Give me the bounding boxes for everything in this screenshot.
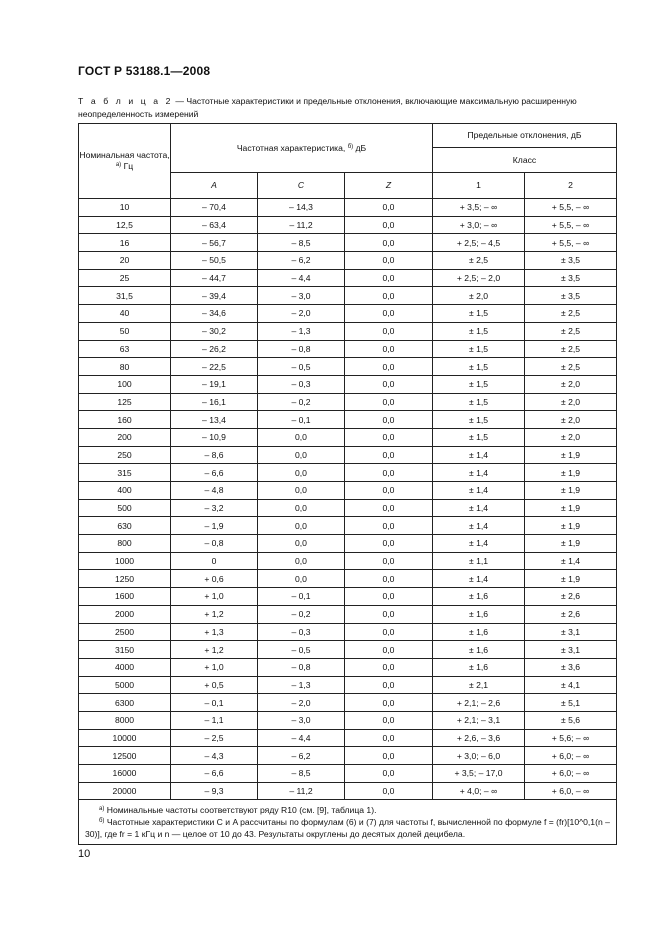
cell-response-z: 0,0 bbox=[345, 393, 433, 411]
table-row bbox=[79, 782, 617, 800]
cell-response-z: 0,0 bbox=[345, 216, 433, 234]
table-row bbox=[79, 499, 617, 517]
table-row bbox=[79, 464, 617, 482]
cell-response-z: 0,0 bbox=[345, 623, 433, 641]
cell-class-1: ± 1,4 bbox=[433, 482, 525, 500]
table-row bbox=[79, 322, 617, 340]
cell-response-c: – 3,0 bbox=[258, 711, 345, 729]
cell-nominal-frequency: 400 bbox=[79, 482, 171, 500]
cell-response-c: 0,0 bbox=[258, 464, 345, 482]
table-row bbox=[79, 252, 617, 270]
table-row bbox=[79, 623, 617, 641]
cell-class-1: ± 1,5 bbox=[433, 340, 525, 358]
cell-response-c: – 0,2 bbox=[258, 393, 345, 411]
cell-nominal-frequency: 16 bbox=[79, 234, 171, 252]
cell-class-1: + 2,5; – 2,0 bbox=[433, 269, 525, 287]
cell-class-1: + 3,0; – ∞ bbox=[433, 216, 525, 234]
cell-response-a: – 6,6 bbox=[171, 464, 258, 482]
cell-response-c: 0,0 bbox=[258, 517, 345, 535]
cell-class-1: ± 1,6 bbox=[433, 658, 525, 676]
cell-class-2: + 5,6; – ∞ bbox=[525, 729, 617, 747]
cell-class-2: + 6,0, – ∞ bbox=[525, 782, 617, 800]
cell-response-z: 0,0 bbox=[345, 411, 433, 429]
cell-nominal-frequency: 500 bbox=[79, 499, 171, 517]
cell-nominal-frequency: 20 bbox=[79, 252, 171, 270]
header-col-class-1: 1 bbox=[433, 173, 525, 199]
cell-class-1: ± 1,4 bbox=[433, 499, 525, 517]
cell-response-z: 0,0 bbox=[345, 358, 433, 376]
cell-class-1: ± 1,5 bbox=[433, 428, 525, 446]
cell-class-1: ± 1,5 bbox=[433, 411, 525, 429]
cell-class-2: ± 1,4 bbox=[525, 552, 617, 570]
header-class: Класс bbox=[433, 148, 617, 173]
cell-nominal-frequency: 3150 bbox=[79, 641, 171, 659]
cell-response-z: 0,0 bbox=[345, 588, 433, 606]
table-row bbox=[79, 711, 617, 729]
cell-response-a: + 1,0 bbox=[171, 658, 258, 676]
cell-class-1: + 2,1; – 2,6 bbox=[433, 694, 525, 712]
cell-response-a: – 8,6 bbox=[171, 446, 258, 464]
cell-response-c: – 0,5 bbox=[258, 358, 345, 376]
cell-class-1: ± 1,6 bbox=[433, 588, 525, 606]
cell-nominal-frequency: 4000 bbox=[79, 658, 171, 676]
cell-response-c: – 6,2 bbox=[258, 747, 345, 765]
cell-class-2: ± 1,9 bbox=[525, 464, 617, 482]
cell-response-c: 0,0 bbox=[258, 499, 345, 517]
cell-nominal-frequency: 100 bbox=[79, 375, 171, 393]
table-row bbox=[79, 729, 617, 747]
frequency-table bbox=[78, 123, 617, 845]
cell-response-a: – 3,2 bbox=[171, 499, 258, 517]
cell-response-z: 0,0 bbox=[345, 269, 433, 287]
cell-response-c: – 1,3 bbox=[258, 676, 345, 694]
cell-nominal-frequency: 250 bbox=[79, 446, 171, 464]
table-row bbox=[79, 216, 617, 234]
cell-class-2: ± 1,9 bbox=[525, 535, 617, 553]
cell-nominal-frequency: 20000 bbox=[79, 782, 171, 800]
cell-class-2: ± 2,5 bbox=[525, 358, 617, 376]
cell-response-z: 0,0 bbox=[345, 446, 433, 464]
cell-class-1: ± 1,5 bbox=[433, 305, 525, 323]
table-row bbox=[79, 570, 617, 588]
cell-response-c: – 0,3 bbox=[258, 623, 345, 641]
cell-nominal-frequency: 10 bbox=[79, 199, 171, 217]
caption-text: — Частотные характеристики и предельные отклонения, включающие максимальную расширенную неопределенность измерений bbox=[78, 96, 577, 119]
cell-nominal-frequency: 1250 bbox=[79, 570, 171, 588]
cell-response-z: 0,0 bbox=[345, 765, 433, 783]
cell-response-a: – 6,6 bbox=[171, 765, 258, 783]
cell-response-c: – 3,0 bbox=[258, 287, 345, 305]
cell-class-2: ± 3,5 bbox=[525, 252, 617, 270]
cell-response-c: 0,0 bbox=[258, 446, 345, 464]
cell-class-1: ± 2,1 bbox=[433, 676, 525, 694]
cell-response-z: 0,0 bbox=[345, 641, 433, 659]
cell-response-c: – 4,4 bbox=[258, 269, 345, 287]
cell-response-a: – 4,3 bbox=[171, 747, 258, 765]
cell-class-2: ± 3,5 bbox=[525, 287, 617, 305]
cell-response-a: – 1,9 bbox=[171, 517, 258, 535]
cell-class-2: ± 2,5 bbox=[525, 322, 617, 340]
cell-class-2: ± 3,1 bbox=[525, 641, 617, 659]
cell-nominal-frequency: 12,5 bbox=[79, 216, 171, 234]
cell-class-1: ± 1,4 bbox=[433, 446, 525, 464]
cell-response-a: – 22,5 bbox=[171, 358, 258, 376]
cell-nominal-frequency: 8000 bbox=[79, 711, 171, 729]
table-row bbox=[79, 765, 617, 783]
cell-response-c: – 14,3 bbox=[258, 199, 345, 217]
cell-nominal-frequency: 80 bbox=[79, 358, 171, 376]
cell-response-a: + 0,6 bbox=[171, 570, 258, 588]
cell-nominal-frequency: 1000 bbox=[79, 552, 171, 570]
cell-response-z: 0,0 bbox=[345, 605, 433, 623]
table-row bbox=[79, 358, 617, 376]
cell-nominal-frequency: 2500 bbox=[79, 623, 171, 641]
cell-nominal-frequency: 63 bbox=[79, 340, 171, 358]
cell-class-2: ± 1,9 bbox=[525, 482, 617, 500]
header-frequency-response: Частотная характеристика, $^{б)}$ дБ bbox=[171, 124, 433, 173]
cell-nominal-frequency: 1600 bbox=[79, 588, 171, 606]
page-number: 10 bbox=[78, 848, 91, 860]
cell-nominal-frequency: 2000 bbox=[79, 605, 171, 623]
cell-class-2: ± 2,0 bbox=[525, 375, 617, 393]
cell-nominal-frequency: 5000 bbox=[79, 676, 171, 694]
table-row bbox=[79, 411, 617, 429]
cell-class-1: ± 1,1 bbox=[433, 552, 525, 570]
cell-class-1: + 2,1; – 3,1 bbox=[433, 711, 525, 729]
cell-response-c: – 4,4 bbox=[258, 729, 345, 747]
cell-response-c: – 11,2 bbox=[258, 782, 345, 800]
table-row bbox=[79, 269, 617, 287]
cell-class-1: ± 1,5 bbox=[433, 393, 525, 411]
cell-nominal-frequency: 800 bbox=[79, 535, 171, 553]
cell-response-a: – 39,4 bbox=[171, 287, 258, 305]
table-row bbox=[79, 305, 617, 323]
cell-response-z: 0,0 bbox=[345, 287, 433, 305]
cell-response-a: + 1,2 bbox=[171, 641, 258, 659]
cell-response-c: – 1,3 bbox=[258, 322, 345, 340]
header-col-z: Z bbox=[345, 173, 433, 199]
cell-class-2: ± 3,1 bbox=[525, 623, 617, 641]
header-col-a: A bbox=[171, 173, 258, 199]
table-row bbox=[79, 393, 617, 411]
cell-response-z: 0,0 bbox=[345, 517, 433, 535]
cell-response-c: – 0,1 bbox=[258, 411, 345, 429]
cell-nominal-frequency: 125 bbox=[79, 393, 171, 411]
cell-class-1: ± 1,5 bbox=[433, 358, 525, 376]
cell-response-a: + 1,3 bbox=[171, 623, 258, 641]
table-row bbox=[79, 234, 617, 252]
cell-response-a: – 44,7 bbox=[171, 269, 258, 287]
cell-class-2: ± 2,0 bbox=[525, 393, 617, 411]
cell-class-1: ± 1,6 bbox=[433, 605, 525, 623]
cell-response-z: 0,0 bbox=[345, 694, 433, 712]
table-row bbox=[79, 428, 617, 446]
cell-response-a: – 2,5 bbox=[171, 729, 258, 747]
cell-response-a: – 19,1 bbox=[171, 375, 258, 393]
table-row bbox=[79, 694, 617, 712]
cell-response-z: 0,0 bbox=[345, 305, 433, 323]
cell-response-c: 0,0 bbox=[258, 552, 345, 570]
cell-class-2: ± 2,0 bbox=[525, 411, 617, 429]
cell-response-c: – 0,8 bbox=[258, 340, 345, 358]
cell-class-1: ± 1,6 bbox=[433, 641, 525, 659]
cell-class-2: + 6,0; – ∞ bbox=[525, 747, 617, 765]
cell-response-z: 0,0 bbox=[345, 234, 433, 252]
cell-response-c: – 11,2 bbox=[258, 216, 345, 234]
cell-response-a: – 63,4 bbox=[171, 216, 258, 234]
cell-response-a: – 30,2 bbox=[171, 322, 258, 340]
cell-response-z: 0,0 bbox=[345, 482, 433, 500]
table-row bbox=[79, 535, 617, 553]
cell-response-c: – 2,0 bbox=[258, 694, 345, 712]
cell-response-z: 0,0 bbox=[345, 428, 433, 446]
cell-class-2: ± 3,6 bbox=[525, 658, 617, 676]
cell-class-2: ± 5,1 bbox=[525, 694, 617, 712]
cell-response-a: 0 bbox=[171, 552, 258, 570]
cell-response-z: 0,0 bbox=[345, 375, 433, 393]
cell-nominal-frequency: 630 bbox=[79, 517, 171, 535]
cell-class-1: ± 1,5 bbox=[433, 375, 525, 393]
cell-response-a: – 13,4 bbox=[171, 411, 258, 429]
cell-class-1: ± 1,4 bbox=[433, 464, 525, 482]
cell-response-c: – 0,1 bbox=[258, 588, 345, 606]
cell-response-c: – 0,2 bbox=[258, 605, 345, 623]
header-nominal-frequency: Номинальная частота, $^{а)}$ Гц bbox=[79, 124, 171, 199]
cell-class-2: ± 3,5 bbox=[525, 269, 617, 287]
cell-class-2: ± 1,9 bbox=[525, 517, 617, 535]
cell-class-2: ± 5,6 bbox=[525, 711, 617, 729]
footnotes bbox=[79, 800, 617, 845]
cell-class-2: ± 1,9 bbox=[525, 499, 617, 517]
cell-class-2: ± 2,6 bbox=[525, 605, 617, 623]
cell-class-2: + 6,0; – ∞ bbox=[525, 765, 617, 783]
cell-response-a: – 56,7 bbox=[171, 234, 258, 252]
header-col-c: C bbox=[258, 173, 345, 199]
cell-response-z: 0,0 bbox=[345, 322, 433, 340]
footnote-b: $^{б)}$ Частотные характеристики C и A рассчитаны по формулам (6) и (7) для частоты f, вычисленной по формуле f = (fr)[10^0,1(n – 30)], где fr = 1 кГц и n — целое от 10 до 43. Результаты округлены до десятых долей децибела. bbox=[85, 817, 610, 840]
cell-response-a: – 70,4 bbox=[171, 199, 258, 217]
cell-class-2: ± 2,5 bbox=[525, 340, 617, 358]
cell-class-2: ± 1,9 bbox=[525, 570, 617, 588]
table-row bbox=[79, 641, 617, 659]
table-row bbox=[79, 446, 617, 464]
cell-response-c: 0,0 bbox=[258, 482, 345, 500]
table-body bbox=[79, 199, 617, 800]
table-row bbox=[79, 676, 617, 694]
cell-class-1: ± 1,4 bbox=[433, 517, 525, 535]
cell-response-a: – 0,8 bbox=[171, 535, 258, 553]
cell-nominal-frequency: 25 bbox=[79, 269, 171, 287]
cell-class-2: + 5,5, – ∞ bbox=[525, 234, 617, 252]
cell-nominal-frequency: 16000 bbox=[79, 765, 171, 783]
table-row bbox=[79, 375, 617, 393]
table-row bbox=[79, 552, 617, 570]
table-row bbox=[79, 747, 617, 765]
table-row bbox=[79, 517, 617, 535]
header-limit-deviations: Предельные отклонения, дБ bbox=[433, 124, 617, 148]
cell-response-a: + 0,5 bbox=[171, 676, 258, 694]
cell-response-z: 0,0 bbox=[345, 782, 433, 800]
cell-response-z: 0,0 bbox=[345, 199, 433, 217]
cell-class-1: + 2,6, – 3,6 bbox=[433, 729, 525, 747]
cell-response-a: – 4,8 bbox=[171, 482, 258, 500]
cell-response-c: – 0,5 bbox=[258, 641, 345, 659]
cell-response-a: – 16,1 bbox=[171, 393, 258, 411]
cell-class-2: ± 4,1 bbox=[525, 676, 617, 694]
cell-class-1: ± 1,4 bbox=[433, 570, 525, 588]
cell-response-z: 0,0 bbox=[345, 658, 433, 676]
cell-response-a: – 10,9 bbox=[171, 428, 258, 446]
table-row bbox=[79, 340, 617, 358]
cell-response-c: – 8,5 bbox=[258, 234, 345, 252]
cell-response-z: 0,0 bbox=[345, 464, 433, 482]
cell-response-c: – 6,2 bbox=[258, 252, 345, 270]
cell-class-1: ± 1,5 bbox=[433, 322, 525, 340]
cell-class-2: ± 2,5 bbox=[525, 305, 617, 323]
caption-prefix: Т а б л и ц а 2 bbox=[78, 96, 173, 106]
cell-response-z: 0,0 bbox=[345, 340, 433, 358]
cell-class-2: + 5,5, – ∞ bbox=[525, 199, 617, 217]
cell-nominal-frequency: 315 bbox=[79, 464, 171, 482]
cell-response-c: 0,0 bbox=[258, 535, 345, 553]
cell-class-2: ± 1,9 bbox=[525, 446, 617, 464]
cell-response-z: 0,0 bbox=[345, 552, 433, 570]
cell-nominal-frequency: 40 bbox=[79, 305, 171, 323]
cell-nominal-frequency: 6300 bbox=[79, 694, 171, 712]
document-header: ГОСТ Р 53188.1—2008 bbox=[78, 64, 211, 78]
footnote-a: $^{а)}$ Номинальные частоты соответствуют ряду R10 (см. [9], таблица 1). bbox=[99, 805, 377, 816]
cell-response-a: – 9,3 bbox=[171, 782, 258, 800]
cell-response-a: + 1,0 bbox=[171, 588, 258, 606]
cell-response-z: 0,0 bbox=[345, 570, 433, 588]
cell-response-c: – 8,5 bbox=[258, 765, 345, 783]
cell-response-a: – 1,1 bbox=[171, 711, 258, 729]
cell-class-1: ± 2,0 bbox=[433, 287, 525, 305]
cell-class-1: + 3,5; – ∞ bbox=[433, 199, 525, 217]
cell-nominal-frequency: 10000 bbox=[79, 729, 171, 747]
cell-response-z: 0,0 bbox=[345, 729, 433, 747]
cell-class-1: + 3,5; – 17,0 bbox=[433, 765, 525, 783]
cell-response-c: 0,0 bbox=[258, 428, 345, 446]
cell-response-z: 0,0 bbox=[345, 252, 433, 270]
cell-class-1: + 3,0; – 6,0 bbox=[433, 747, 525, 765]
cell-nominal-frequency: 50 bbox=[79, 322, 171, 340]
table-row bbox=[79, 287, 617, 305]
cell-class-1: ± 1,4 bbox=[433, 535, 525, 553]
cell-class-1: ± 2,5 bbox=[433, 252, 525, 270]
cell-class-2: ± 2,0 bbox=[525, 428, 617, 446]
cell-response-a: – 50,5 bbox=[171, 252, 258, 270]
table-row bbox=[79, 199, 617, 217]
cell-response-z: 0,0 bbox=[345, 676, 433, 694]
table-row bbox=[79, 658, 617, 676]
cell-nominal-frequency: 160 bbox=[79, 411, 171, 429]
cell-nominal-frequency: 31,5 bbox=[79, 287, 171, 305]
cell-class-1: + 4,0; – ∞ bbox=[433, 782, 525, 800]
cell-response-c: – 0,3 bbox=[258, 375, 345, 393]
cell-response-z: 0,0 bbox=[345, 747, 433, 765]
cell-response-z: 0,0 bbox=[345, 711, 433, 729]
cell-response-z: 0,0 bbox=[345, 535, 433, 553]
cell-class-1: ± 1,6 bbox=[433, 623, 525, 641]
cell-response-a: + 1,2 bbox=[171, 605, 258, 623]
table-row bbox=[79, 588, 617, 606]
cell-response-a: – 26,2 bbox=[171, 340, 258, 358]
table-caption bbox=[78, 95, 618, 121]
table-row bbox=[79, 482, 617, 500]
cell-class-1: + 2,5; – 4,5 bbox=[433, 234, 525, 252]
cell-response-c: – 0,8 bbox=[258, 658, 345, 676]
cell-nominal-frequency: 200 bbox=[79, 428, 171, 446]
cell-nominal-frequency: 12500 bbox=[79, 747, 171, 765]
cell-class-2: + 5,5, – ∞ bbox=[525, 216, 617, 234]
header-col-class-2: 2 bbox=[525, 173, 617, 199]
cell-response-c: – 2,0 bbox=[258, 305, 345, 323]
cell-response-c: 0,0 bbox=[258, 570, 345, 588]
table-row bbox=[79, 605, 617, 623]
cell-response-a: – 0,1 bbox=[171, 694, 258, 712]
cell-response-a: – 34,6 bbox=[171, 305, 258, 323]
cell-class-2: ± 2,6 bbox=[525, 588, 617, 606]
cell-response-z: 0,0 bbox=[345, 499, 433, 517]
